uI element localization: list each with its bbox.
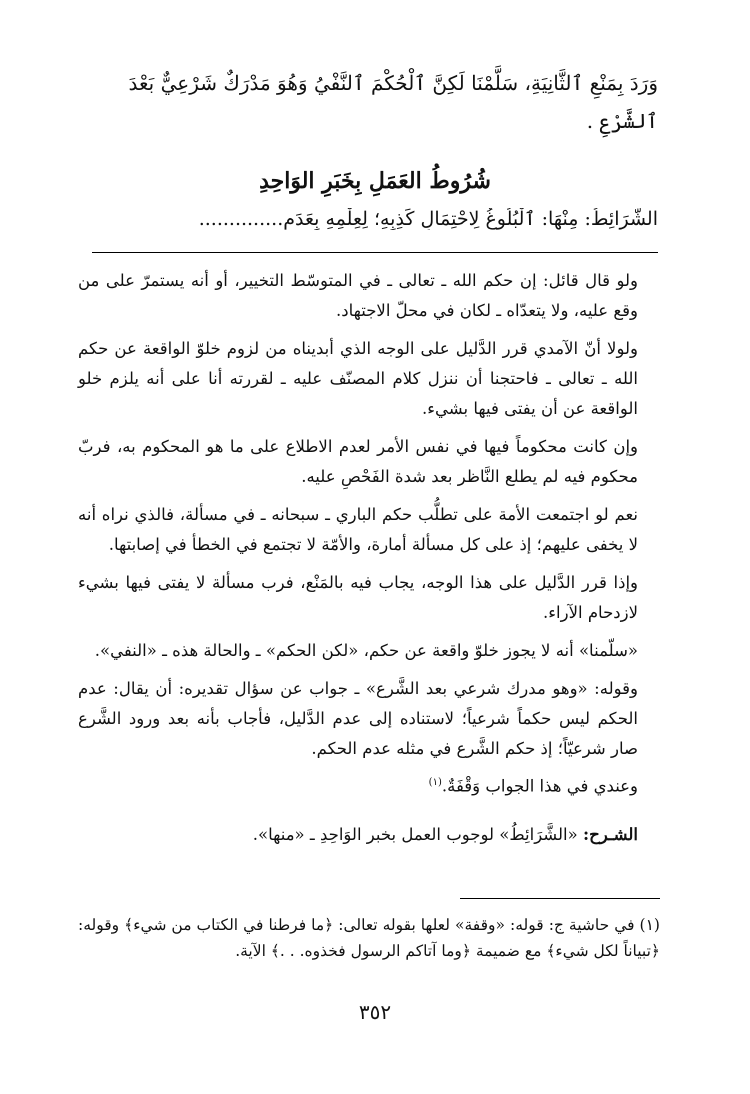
paragraph-3: وإن كانت محكوماً فيها في نفس الأمر لعدم الاطلاع على ما هو المحكوم به، فربّ محكوم فيه لم يطلع النَّاظر بعد شدة الفَحْصِ عليه.	[78, 437, 638, 486]
commentary-block	[78, 266, 660, 850]
paragraph-6: «سلّمنا» أنه لا يجوز خلوّ واقعة عن حكم، «لكن الحكم» ـ والحالة هذه ـ «النفي».	[94, 641, 638, 660]
matn-line-2: ٱلشَّرْعِ .	[586, 109, 658, 133]
footnote-separator-rule	[460, 898, 660, 899]
page-number: ٣٥٢	[358, 1000, 392, 1024]
matn-line-1: وَرَدَ بِمَنْعِ ٱلثَّانِيَةِ، سَلَّمْنَا لَكِنَّ ٱلْحُكْمَ ٱلنَّفْيُ وَهُوَ مَدْرَكٌ شَرْعِيٌّ بَعْدَ	[128, 71, 658, 95]
section-heading: شُرُوطُ العَمَلِ بِخَبَرِ الوَاحِدِ	[259, 168, 491, 194]
matn-conditions-line: الشَّرَائِطُ: مِنْهَا: ٱلْبُلُوغُ لِاحْتِمَالِ كَذِبِهِ؛ لِعِلْمِهِ بِعَدَمِ..............	[198, 208, 658, 230]
sharh-text: «الشَّرَائِطُ» لوجوب العمل بخبر الوَاحِدِ ـ «منها».	[252, 824, 578, 844]
matn-continuation	[84, 64, 658, 140]
paragraph-1: ولو قال قائل: إن حكم الله ـ تعالى ـ في المتوسّط التخيير، أو أنه يستمرّ على من وقع عليه، ولا يتعدّاه ـ لكان في محلّ الاجتهاد.	[78, 271, 638, 320]
footnote-reference: (١)	[428, 777, 442, 788]
paragraph-8-text: وعندي في هذا الجواب وَقْفَةٌ.	[441, 776, 638, 796]
footnote	[78, 912, 660, 964]
paragraph-4: نعم لو اجتمعت الأمة على تطلُّب حكم الباري ـ سبحانه ـ في مسألة، فالذي نراه أنه لا يخفى عليهم؛ إذ على كل مسألة أمارة، والأمّة لا تجتمع في الخطأ في إصابتها.	[78, 505, 638, 554]
footnote-text: في حاشية ج: قوله: «وقفة» لعلها بقوله تعالى: ﴿ما فرطنا في الكتاب من شيء﴾ وقوله: ﴿تبياناً لكل شيء﴾ مع ضميمة ﴿وما آتاكم الرسول فخذوه. . .﴾ الآية.	[78, 916, 660, 960]
paragraph-7: وقوله: «وهو مدرك شرعي بعد الشَّرع» ـ جواب عن سؤال تقديره: أن يقال: عدم الحكم ليس حكماً شرعياً؛ لاستناده إلى عدم الدَّليل، فأجاب بأنه بعد ورود الشَّرع صار شرعيّاً؛ إذ حكم الشَّرع في مثله عدم الحكم.	[78, 679, 638, 758]
paragraph-2: ولولا أنّ الآمدي قرر الدَّليل على الوجه الذي أبديناه من لزوم خلوّ الواقعة عن حكم الله ـ تعالى ـ فاحتجنا أن ننزل كلام المصنّف عليه ـ لقررته أنا على أنه يلزم خلو الواقعة عن أن يفتى فيها بشيء.	[78, 339, 638, 418]
sharh-paragraph	[78, 820, 660, 850]
sharh-label: الشـرح:	[582, 824, 638, 844]
paragraph-5: وإذا قرر الدَّليل على هذا الوجه، يجاب فيه بالمَنْع، فرب مسألة لا يفتى فيها بشيء لازدحام الآراء.	[78, 573, 638, 622]
paragraph-8	[78, 768, 660, 802]
footnote-number: (١)	[639, 916, 660, 934]
matn-separator-rule	[92, 252, 658, 253]
